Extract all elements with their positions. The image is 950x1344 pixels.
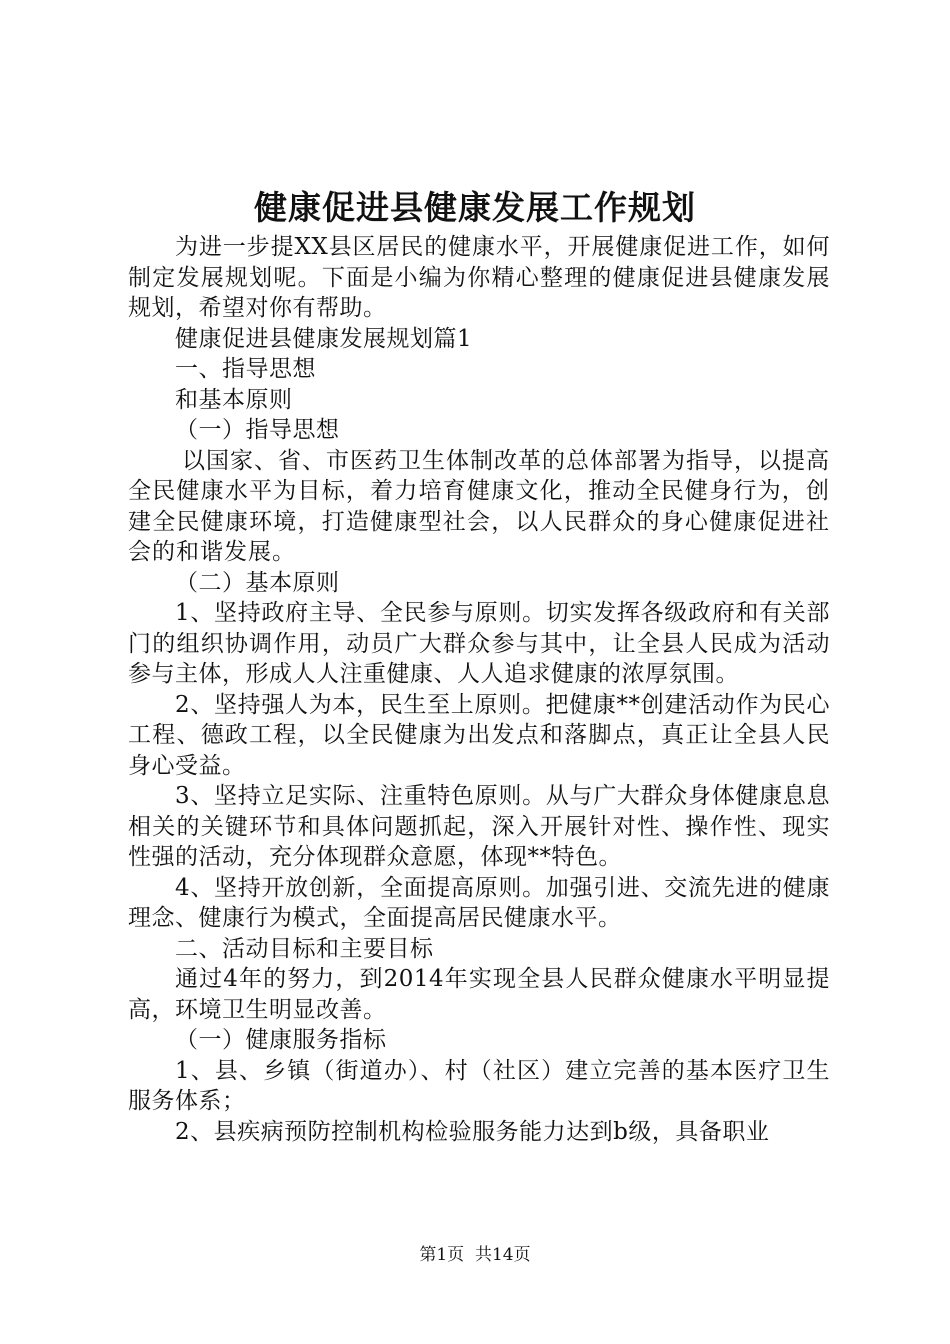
principle-1-paragraph: 1、坚持政府主导、全民参与原则。切实发挥各级政府和有关部门的组织协调作用，动员广大群众参与其中，让全县人民成为活动参与主体，形成人人注重健康、人人追求健康的浓厚氛围。 [128, 600, 830, 687]
guiding-thought-paragraph: 以国家、省、市医药卫生体制改革的总体部署为指导，以提高全民健康水平为目标，着力培育健康文化，推动全民健身行为，创建全民健康环境，打造健康型社会，以人民群众的身心健康促进社会的和谐发展。 [128, 447, 830, 565]
principle-2-paragraph: 2、坚持强人为本，民生至上原则。把健康**创建活动作为民心工程、德政工程，以全民健康为出发点和落脚点，真正让全县人民身心受益。 [128, 691, 830, 779]
indicator-1-paragraph: 1、县、乡镇（街道办）、村（社区）建立完善的基本医疗卫生服务体系； [128, 1057, 830, 1114]
section-heading-basic-principles: 和基本原则 [175, 386, 293, 413]
principle-3-paragraph: 3、坚持立足实际、注重特色原则。从与广大群众身体健康息息相关的关键环节和具体问题抓起，深入开展针对性、操作性、现实性强的活动，充分体现群众意愿，体现**特色。 [128, 783, 830, 870]
subsection-heading-basic-principles: （二）基本原则 [175, 569, 340, 596]
document-body [128, 232, 830, 1147]
section-heading-goals: 二、活动目标和主要目标 [175, 935, 434, 962]
goals-paragraph: 通过4年的努力，到2014年实现全县人民群众健康水平明显提高，环境卫生明显改善。 [128, 966, 830, 1023]
document-title: 健康促进县健康发展工作规划 [254, 188, 696, 227]
principle-4-paragraph: 4、坚持开放创新，全面提高原则。加强引进、交流先进的健康理念、健康行为模式，全面提高居民健康水平。 [128, 874, 830, 931]
page-number-footer: 第1页 共14页 [419, 1245, 531, 1265]
section-heading-guiding-thought: 一、指导思想 [175, 356, 316, 382]
subsection-heading-service-indicators: （一）健康服务指标 [175, 1027, 387, 1053]
plan-heading: 健康促进县健康发展规划篇1 [175, 325, 473, 352]
intro-paragraph: 为进一步提XX县区居民的健康水平，开展健康促进工作，如何制定发展规划呢。下面是小编为你精心整理的健康促进县健康发展规划，希望对你有帮助。 [128, 234, 830, 321]
subsection-heading-guiding-thought: （一）指导思想 [175, 417, 340, 443]
indicator-2-paragraph: 2、县疾病预防控制机构检验服务能力达到b级，具备职业 [175, 1118, 770, 1145]
